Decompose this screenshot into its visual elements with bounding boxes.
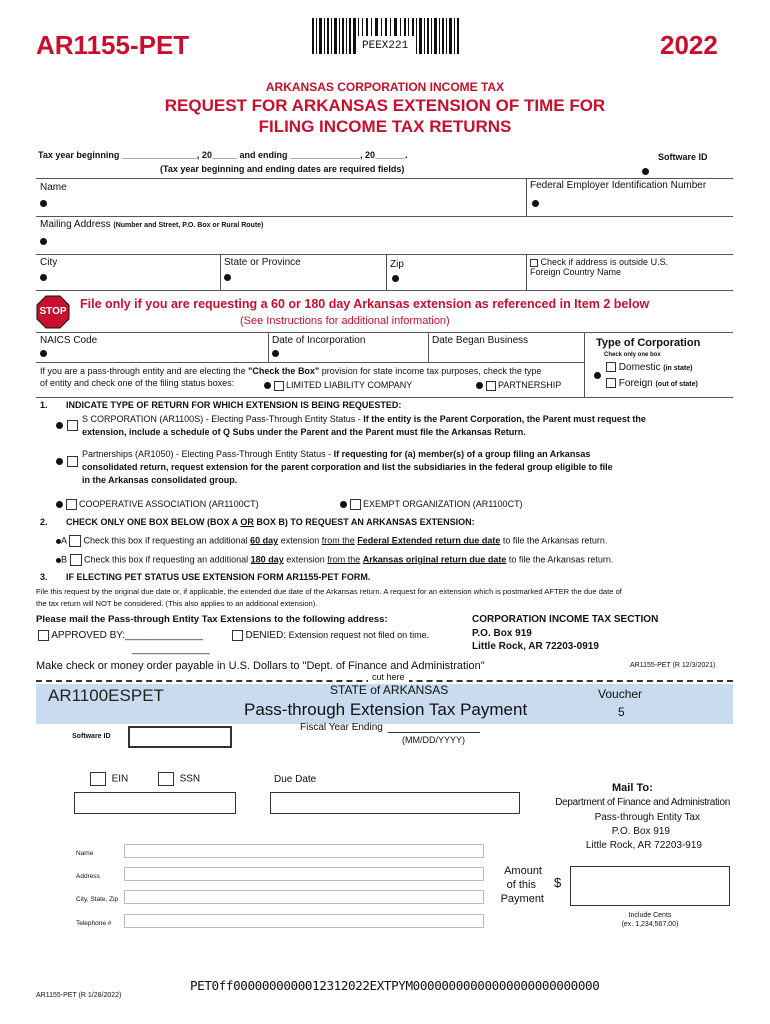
state-label: State or Province (224, 257, 301, 268)
voucher-state: STATE of ARKANSAS (330, 683, 449, 697)
check-one-note: Check only one box (604, 352, 661, 358)
please-mail: Please mail the Pass-through Entity Tax Extensions to the following address: (36, 614, 388, 625)
mail-city: Little Rock, AR 72203-0919 (472, 641, 599, 652)
required-dot (642, 168, 649, 175)
city-input[interactable] (40, 274, 47, 281)
foreign-checkbox[interactable] (606, 378, 616, 388)
mailing-label: Mailing Address (Number and Street, P.O. Box or Rural Route) (40, 219, 264, 230)
tax-year-note: (Tax year beginning and ending dates are required fields) (160, 164, 405, 174)
partnership-return-text3: in the Arkansas consolidated group. (82, 475, 238, 485)
scanline: PET0ff0000000000012312022EXTPYM00000000000000000000000000 (190, 978, 600, 993)
option-b[interactable]: B Check this box if requesting an additional 180 day extension from the Arkansas original return due date to file the Arkansas return. (56, 554, 613, 566)
stop-warning: File only if you are requesting a 60 or 180 day Arkansas extension as referenced in Item 2 below (80, 297, 650, 311)
type-required-dot (594, 372, 601, 379)
amount-line1: Amount (504, 865, 542, 877)
cut-here: cut here (368, 672, 409, 682)
voucher-title: Pass-through Extension Tax Payment (244, 700, 528, 719)
barcode-text: PEEX221 (362, 40, 409, 52)
partnership-return-text2: consolidated return, request extension for the parent corporation and list the subsidiaries in the federal group eligible to file (82, 462, 613, 472)
zip-label: Zip (390, 259, 404, 270)
item1-num: 1. (40, 400, 48, 410)
city-label: City (40, 257, 58, 268)
fiscal-year-label: Fiscal Year Ending (300, 722, 383, 733)
voucher-address-label: Address (76, 873, 100, 880)
voucher-software-id-input[interactable] (128, 726, 232, 748)
amount-input[interactable] (570, 866, 730, 906)
domestic-checkbox[interactable] (606, 362, 616, 372)
domestic-option[interactable]: Domestic (in state) (606, 362, 692, 373)
item1-heading: INDICATE TYPE OF RETURN FOR WHICH EXTENSION IS BEING REQUESTED: (66, 400, 402, 410)
amount-line3: Payment (500, 893, 544, 905)
revision-top: AR1155-PET (R 12/3/2021) (630, 662, 716, 669)
approved-checkbox[interactable] (38, 630, 49, 641)
agency: ARKANSAS CORPORATION INCOME TAX (265, 80, 505, 94)
scorp-checkbox[interactable] (67, 420, 78, 431)
fein-input[interactable] (532, 200, 539, 207)
partnership-return-text: Partnerships (AR1050) - Electing Pass-Through Entity Status - If requesting for (a) member(s) of a group filing an Arkansas (82, 449, 591, 459)
dollar-sign: $ (554, 875, 562, 890)
form-title-line2: FILING INCOME TAX RETURNS (258, 117, 512, 136)
revision-bottom: AR1155-PET (R 1/28/2022) (36, 992, 122, 999)
voucher-num: 5 (618, 705, 625, 719)
option-a[interactable]: A Check this box if requesting an additional 60 day extension from the Federal Extended return due date to file the Arkansas return. (56, 535, 607, 547)
voucher-city-input[interactable] (124, 890, 484, 904)
passthrough-text3: of entity and check one of the filing status boxes: (40, 378, 235, 388)
partnership-option[interactable]: PARTNERSHIP (476, 380, 561, 391)
date-began-label: Date Began Business (432, 335, 529, 346)
outside-us-checkbox[interactable] (530, 259, 538, 267)
payable-note: Make check or money order payable in U.S. Dollars to "Dept. of Finance and Administration" (36, 660, 485, 672)
foreign-country-label: Foreign Country Name (530, 267, 622, 277)
approved-line2: ______________ (132, 644, 210, 655)
mail-to-label: Mail To: (612, 782, 653, 794)
exempt-option[interactable]: EXEMPT ORGANIZATION (AR1100CT) (340, 499, 523, 510)
form-id: AR1155-PET (36, 30, 190, 60)
tax-year: 2022 (660, 30, 718, 60)
coop-option[interactable]: COOPERATIVE ASSOCIATION (AR1100CT) (56, 499, 259, 510)
include-cents: Include Cents (628, 912, 672, 919)
outside-us[interactable]: Check if address is outside U.S. (530, 257, 668, 267)
voucher-city-label: City, State, Zip (76, 896, 119, 903)
option-b-checkbox[interactable] (70, 554, 82, 566)
mail-to-line4: Little Rock, AR 72203-919 (585, 840, 702, 851)
denied-checkbox[interactable] (232, 630, 243, 641)
ssn-checkbox[interactable] (158, 772, 174, 786)
mail-box: P.O. Box 919 (472, 628, 532, 639)
voucher-name-input[interactable] (124, 844, 484, 858)
due-date-label: Due Date (274, 774, 317, 785)
form-title-line1: REQUEST FOR ARKANSAS EXTENSION OF TIME FOR (164, 96, 606, 115)
naics-input[interactable] (40, 350, 47, 357)
due-date-input[interactable] (270, 792, 520, 814)
see-instructions: (See Instructions for additional information) (240, 315, 450, 327)
voucher-software-id-label: Software ID (72, 733, 111, 740)
item3-note2: the tax return will NOT be considered. (This also applies to an additional extension). (36, 599, 318, 608)
software-id-label: Software ID (658, 152, 708, 162)
item2-heading: CHECK ONLY ONE BOX BELOW (BOX A OR BOX B) TO REQUEST AN ARKANSAS EXTENSION: (66, 517, 475, 527)
item3-num: 3. (40, 572, 48, 582)
voucher-label: Voucher (598, 687, 643, 701)
zip-input[interactable] (392, 275, 399, 282)
partnership-return-checkbox[interactable] (67, 456, 78, 467)
fiscal-year-format: (MM/DD/YYYY) (402, 735, 465, 745)
amount-line2: of this (506, 879, 536, 891)
cents-example: (ex. 1,234,567.00) (621, 921, 679, 928)
approved-by[interactable]: APPROVED BY:______________ (38, 630, 203, 641)
naics-label: NAICS Code (40, 335, 98, 346)
item3-heading: IF ELECTING PET STATUS USE EXTENSION FORM AR1155-PET FORM. (66, 572, 371, 582)
voucher-form: AR1100ESPET (48, 686, 164, 705)
voucher-address-input[interactable] (124, 867, 484, 881)
mail-section: CORPORATION INCOME TAX SECTION (472, 614, 659, 625)
voucher-phone-label: Telephone # (76, 920, 112, 927)
voucher-phone-input[interactable] (124, 914, 484, 928)
date-incorporation-label: Date of Incorporation (272, 335, 366, 346)
tax-year-line: Tax year beginning _______________, 20_____ and ending ______________, 20______. (38, 150, 408, 160)
llc-option[interactable]: LIMITED LIABILITY COMPANY (264, 380, 412, 391)
scorp-text2: extension, include a schedule of Q Subs under the Parent and the Parent must file the Arkansas Return. (82, 427, 526, 437)
mail-to-line3: P.O. Box 919 (611, 826, 670, 837)
partnership-checkbox[interactable] (486, 381, 496, 391)
state-input[interactable] (224, 274, 231, 281)
mailing-input[interactable] (40, 238, 47, 245)
item2-num: 2. (40, 517, 48, 527)
voucher-name-label: Name (76, 850, 94, 857)
ein-ssn-input[interactable] (74, 792, 236, 814)
date-incorporation-input[interactable] (272, 350, 279, 357)
stop-icon: STOP (36, 295, 70, 329)
coop-checkbox[interactable] (66, 499, 77, 510)
fiscal-year-input[interactable] (388, 732, 480, 733)
fein-label: Federal Employer Identification Number (530, 180, 707, 191)
name-label: Name (40, 182, 67, 193)
ein-checkbox[interactable] (90, 772, 106, 786)
denied[interactable]: DENIED: Extension request not filed on time. (232, 630, 429, 641)
llc-checkbox[interactable] (274, 381, 284, 391)
ein-option[interactable]: EIN (90, 772, 128, 786)
scorp-text: S CORPORATION (AR1100S) - Electing Pass-Through Entity Status - If the entity is the Parent Corporation, the Parent must request the (82, 414, 646, 424)
foreign-option[interactable]: Foreign (out of state) (606, 378, 698, 389)
exempt-checkbox[interactable] (350, 499, 361, 510)
item3-note1: File this request by the original due date or, if applicable, the extended due date of the Arkansas return. A request for an extension which is postmarked AFTER the due date of (36, 587, 622, 596)
option-a-checkbox[interactable] (69, 535, 81, 547)
passthrough-text: If you are a pass-through entity and are electing the "Check the Box" provision for state income tax purposes, check the type (40, 366, 542, 376)
type-corp-label: Type of Corporation (596, 337, 701, 349)
mail-to-line2: Pass-through Entity Tax (594, 812, 700, 823)
name-input[interactable] (40, 200, 47, 207)
ssn-option[interactable]: SSN (158, 772, 200, 786)
mail-to-line1: Department of Finance and Administration (555, 797, 730, 808)
